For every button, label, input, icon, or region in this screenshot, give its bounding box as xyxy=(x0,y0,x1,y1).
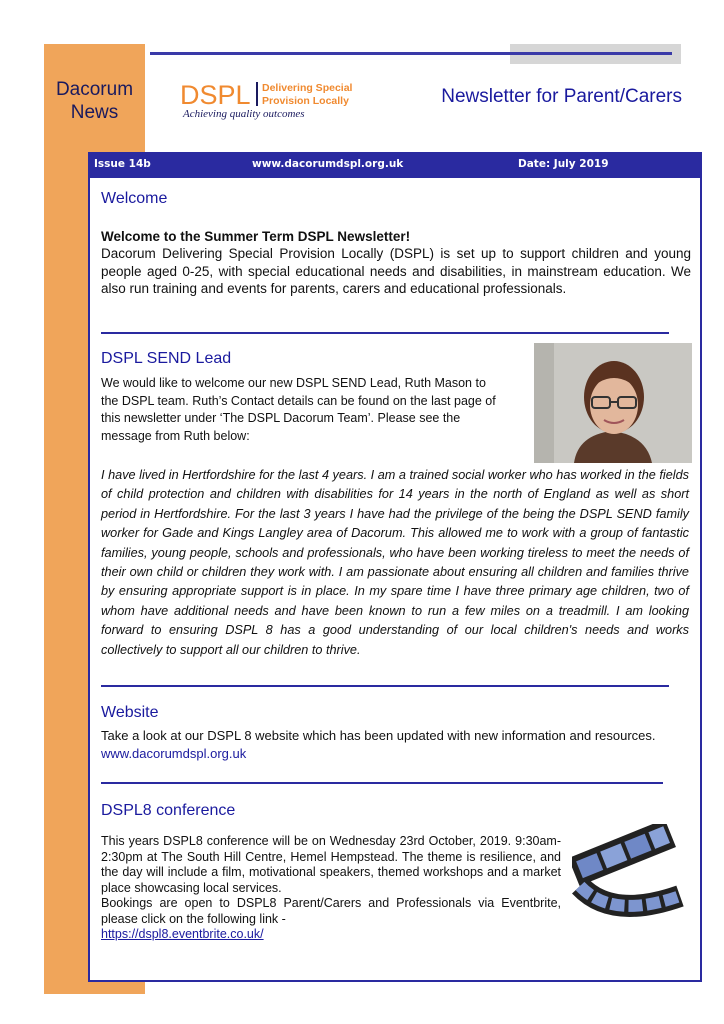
send-lead-title: DSPL SEND Lead xyxy=(101,350,232,367)
welcome-heading: Welcome to the Summer Term DSPL Newsletter! xyxy=(101,229,411,244)
send-lead-intro: We would like to welcome our new DSPL SEND Lead, Ruth Mason to the DSPL team. Ruth’s Contact details can be found on the last page of this newsletter under ‘The DSPL Dacorum Team’. Please see the message from Ruth below: xyxy=(101,376,496,443)
section-divider xyxy=(101,332,669,334)
issue-number: Issue 14b xyxy=(94,158,151,170)
website-title: Website xyxy=(101,704,159,721)
conference-details: This years DSPL8 conference will be on Wednesday 23rd October, 2019. 9:30am-2:30pm at The South Hill Centre, Hemel Hempstead. The theme is resilience, and the day will include a film, motivational speakers, themed workshops and a market place showcasing local services. xyxy=(101,834,561,895)
logo-divider xyxy=(256,82,258,106)
section-divider xyxy=(101,685,669,687)
brand-line-1: Dacorum xyxy=(55,79,134,100)
logo-sub-line-1: Delivering Special xyxy=(262,82,353,94)
eventbrite-link[interactable]: https://dspl8.eventbrite.co.uk/ xyxy=(101,927,264,941)
conference-body xyxy=(101,834,561,943)
brand-title xyxy=(44,78,145,124)
website-body xyxy=(101,727,689,762)
info-bar xyxy=(88,152,702,178)
logo-tagline: Achieving quality outcomes xyxy=(183,108,305,120)
ruth-message: I have lived in Hertfordshire for the last 4 years. I am a trained social worker who has worked in the fields of child protection and children with disabilities for 14 years in the north of England as well as short period in Hertfordshire. For the last 3 years I have had the privilege of the being the DSPL SEND family worker for Gade and Kings Langley area of Dacorum. This allowed me to work with a group of fantastic families, young people, schools and professionals, who have been working tireless to meet the needs of their own child or children they work with. I am passionate about ensuring all children and families thrive by ensuring appropriate support is in place. In my spare time I have three primary age children, two of whom have additional needs and have been known to run a few miles on a treadmill. I am looking forward to ensuring DSPL 8 has a good understanding of our local children's needs and works collectively to support all our children to thrive. xyxy=(101,468,689,657)
website-body-text: Take a look at our DSPL 8 website which has been updated with new information and resources. xyxy=(101,728,656,743)
logo-sub-line-2: Provision Locally xyxy=(262,95,349,107)
website-link[interactable]: www.dacorumdspl.org.uk xyxy=(101,745,247,761)
conference-booking: Bookings are open to DSPL8 Parent/Carers and Professionals via Eventbrite, please click on the following link - xyxy=(101,896,561,926)
ruth-mason-photo xyxy=(534,343,692,463)
conference-title: DSPL8 conference xyxy=(101,802,236,819)
brand-line-2: News xyxy=(70,102,119,123)
film-reel-icon xyxy=(572,824,688,920)
header-divider xyxy=(150,52,672,55)
logo-wordmark: DSPL xyxy=(180,80,251,110)
newsletter-title: Newsletter for Parent/Carers xyxy=(441,86,682,107)
issue-date: Date: July 2019 xyxy=(518,158,609,170)
website-header-link[interactable]: www.dacorumdspl.org.uk xyxy=(252,158,404,170)
section-divider xyxy=(101,782,663,784)
welcome-body: Dacorum Delivering Special Provision Locally (DSPL) is set up to support children and young people aged 0-25, with special educational needs and disabilities, in mainstream education. We also run training and events for parents, carers and educational professionals. xyxy=(101,246,691,296)
welcome-title: Welcome xyxy=(101,190,168,207)
